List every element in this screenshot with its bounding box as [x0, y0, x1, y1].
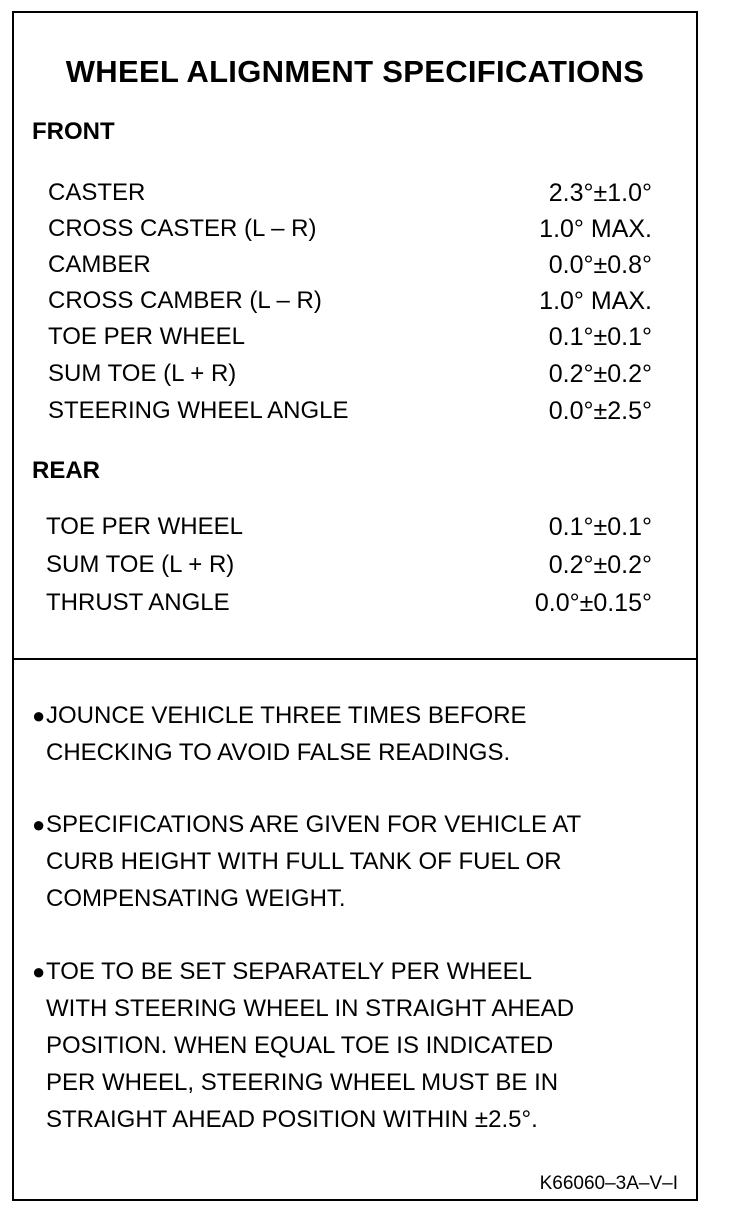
- note-item: [32, 697, 672, 771]
- spec-name: CASTER: [48, 179, 146, 206]
- spec-value: 1.0° MAX.: [539, 287, 652, 315]
- spec-value: 0.1°±0.1°: [548, 323, 652, 351]
- spec-value: 2.3°±1.0°: [548, 179, 652, 207]
- alignment-spec-label: [12, 11, 698, 1201]
- front-spec-row: [48, 397, 652, 429]
- rear-section-heading: REAR: [32, 457, 101, 484]
- spec-name: CROSS CAMBER (L – R): [48, 287, 322, 314]
- note-text: TOE TO BE SET SEPARATELY PER WHEEL WITH STEERING WHEEL IN STRAIGHT AHEAD POSITION. WHEN EQUAL TOE IS INDICATED PER WHEEL, STEERING WHEEL MUST BE IN STRAIGHT AHEAD POSITION WITHIN ±2.5°.: [46, 958, 575, 1133]
- bullet-icon: ●: [32, 703, 46, 728]
- spec-name: TOE PER WHEEL: [48, 323, 245, 350]
- note-text: JOUNCE VEHICLE THREE TIMES BEFORE CHECKING TO AVOID FALSE READINGS.: [46, 702, 527, 766]
- rear-spec-row: [46, 513, 652, 545]
- spec-value: 0.0°±0.8°: [548, 251, 652, 279]
- bullet-icon: ●: [32, 959, 46, 984]
- page-title: WHEEL ALIGNMENT SPECIFICATIONS: [65, 54, 645, 89]
- front-spec-row: [48, 179, 652, 211]
- spec-name: CAMBER: [48, 251, 151, 278]
- front-spec-row: [48, 323, 652, 355]
- front-spec-row: [48, 360, 652, 392]
- spec-name: CROSS CASTER (L – R): [48, 215, 317, 242]
- spec-value: 0.2°±0.2°: [548, 360, 652, 388]
- spec-name: SUM TOE (L + R): [48, 360, 237, 387]
- spec-name: THRUST ANGLE: [46, 589, 230, 616]
- front-spec-row: [48, 251, 652, 283]
- note-item: [32, 806, 672, 917]
- front-spec-row: [48, 215, 652, 247]
- part-number: K66060–3A–V–I: [539, 1173, 678, 1194]
- rear-spec-row: [46, 551, 652, 583]
- section-divider: [14, 658, 696, 660]
- spec-name: SUM TOE (L + R): [46, 551, 235, 578]
- note-item: [32, 953, 672, 1138]
- note-text: SPECIFICATIONS ARE GIVEN FOR VEHICLE AT CURB HEIGHT WITH FULL TANK OF FUEL OR COMPENSATING WEIGHT.: [46, 811, 582, 912]
- spec-name: STEERING WHEEL ANGLE: [48, 397, 349, 424]
- spec-value: 0.1°±0.1°: [548, 513, 652, 541]
- spec-name: TOE PER WHEEL: [46, 513, 243, 540]
- rear-spec-row: [46, 589, 652, 621]
- spec-value: 0.0°±0.15°: [534, 589, 652, 617]
- spec-value: 1.0° MAX.: [539, 215, 652, 243]
- front-section-heading: FRONT: [32, 118, 115, 145]
- front-spec-row: [48, 287, 652, 319]
- spec-value: 0.2°±0.2°: [548, 551, 652, 579]
- bullet-icon: ●: [32, 812, 46, 837]
- spec-value: 0.0°±2.5°: [548, 397, 652, 425]
